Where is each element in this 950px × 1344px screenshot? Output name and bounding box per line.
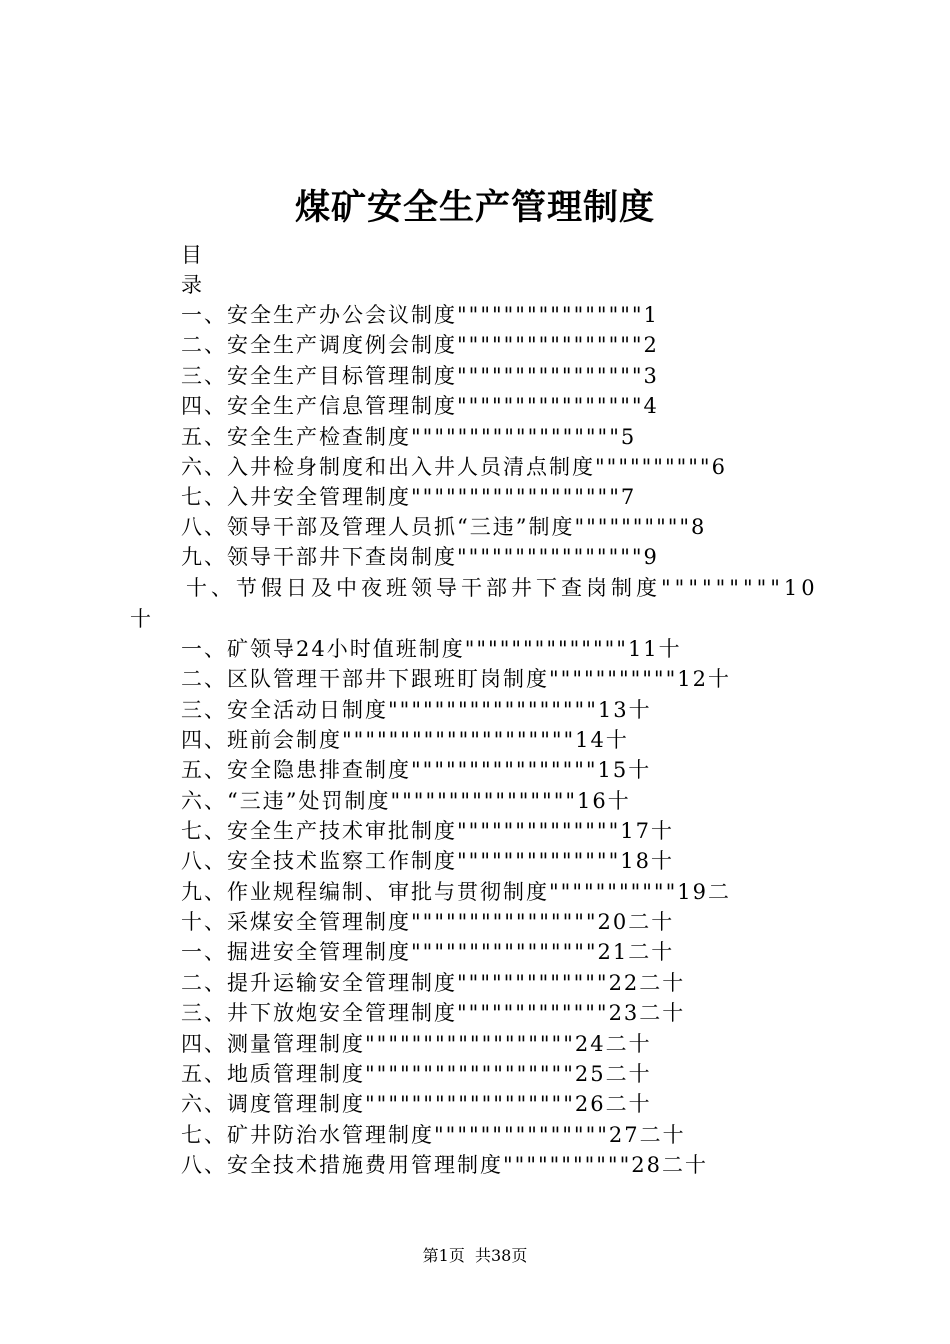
toc-entry: 六、“三违”处罚制度""""""""""""""""16十 xyxy=(181,789,631,813)
toc-entry: 十、节假日及中夜班领导干部井下查岗制度"""""""""10 xyxy=(186,576,819,600)
toc-entry: 五、安全生产检查制度""""""""""""""""""5 xyxy=(181,425,637,449)
toc-entry: 九、作业规程编制、审批与贯彻制度"""""""""""19二 xyxy=(181,880,731,904)
toc-heading-lu: 录 xyxy=(181,273,204,297)
toc-entry: 七、安全生产技术审批制度""""""""""""""17十 xyxy=(181,819,674,843)
toc-entry: 八、安全技术监察工作制度""""""""""""""18十 xyxy=(181,849,674,873)
toc-heading-mu: 目 xyxy=(181,243,204,267)
toc-entry: 七、入井安全管理制度""""""""""""""""""7 xyxy=(181,485,637,509)
toc-entry: 七、矿井防治水管理制度"""""""""""""""27二十 xyxy=(181,1123,686,1147)
toc-entry: 十 xyxy=(130,607,153,631)
toc-entry: 三、井下放炮安全管理制度"""""""""""""23二十 xyxy=(181,1001,686,1025)
toc-entry: 二、提升运输安全管理制度"""""""""""""22二十 xyxy=(181,971,686,995)
toc-entry: 八、安全技术措施费用管理制度"""""""""""28二十 xyxy=(181,1153,708,1177)
toc-entry: 二、安全生产调度例会制度""""""""""""""""2 xyxy=(181,333,659,357)
page-footer: 第1页 共38页 xyxy=(422,1246,528,1265)
document-title: 煤矿安全生产管理制度 xyxy=(294,187,655,228)
toc-entry: 二、区队管理干部井下跟班盯岗制度"""""""""""12十 xyxy=(181,667,731,691)
toc-entry: 四、测量管理制度""""""""""""""""""24二十 xyxy=(181,1032,652,1056)
toc-entry: 九、领导干部井下查岗制度""""""""""""""""9 xyxy=(181,545,659,569)
toc-entry: 四、安全生产信息管理制度""""""""""""""""4 xyxy=(181,394,659,418)
toc-entry: 十、采煤安全管理制度""""""""""""""""20二十 xyxy=(181,910,675,934)
toc-entry: 四、班前会制度""""""""""""""""""""14十 xyxy=(181,728,629,752)
toc-entry: 六、调度管理制度""""""""""""""""""26二十 xyxy=(181,1092,652,1116)
toc-entry: 五、地质管理制度""""""""""""""""""25二十 xyxy=(181,1062,652,1086)
toc-entry: 一、掘进安全管理制度""""""""""""""""21二十 xyxy=(181,940,675,964)
toc-entry: 一、安全生产办公会议制度""""""""""""""""1 xyxy=(181,303,659,327)
toc-entry: 三、安全生产目标管理制度""""""""""""""""3 xyxy=(181,364,659,388)
toc-entry: 六、入井检身制度和出入井人员清点制度""""""""""6 xyxy=(181,455,727,479)
toc-entry: 三、安全活动日制度""""""""""""""""""13十 xyxy=(181,698,652,722)
toc-entry: 五、安全隐患排查制度""""""""""""""""15十 xyxy=(181,758,652,782)
toc-entry: 一、矿领导24小时值班制度""""""""""""""11十 xyxy=(181,637,682,661)
toc-entry: 八、领导干部及管理人员抓“三违”制度""""""""""8 xyxy=(181,515,707,539)
